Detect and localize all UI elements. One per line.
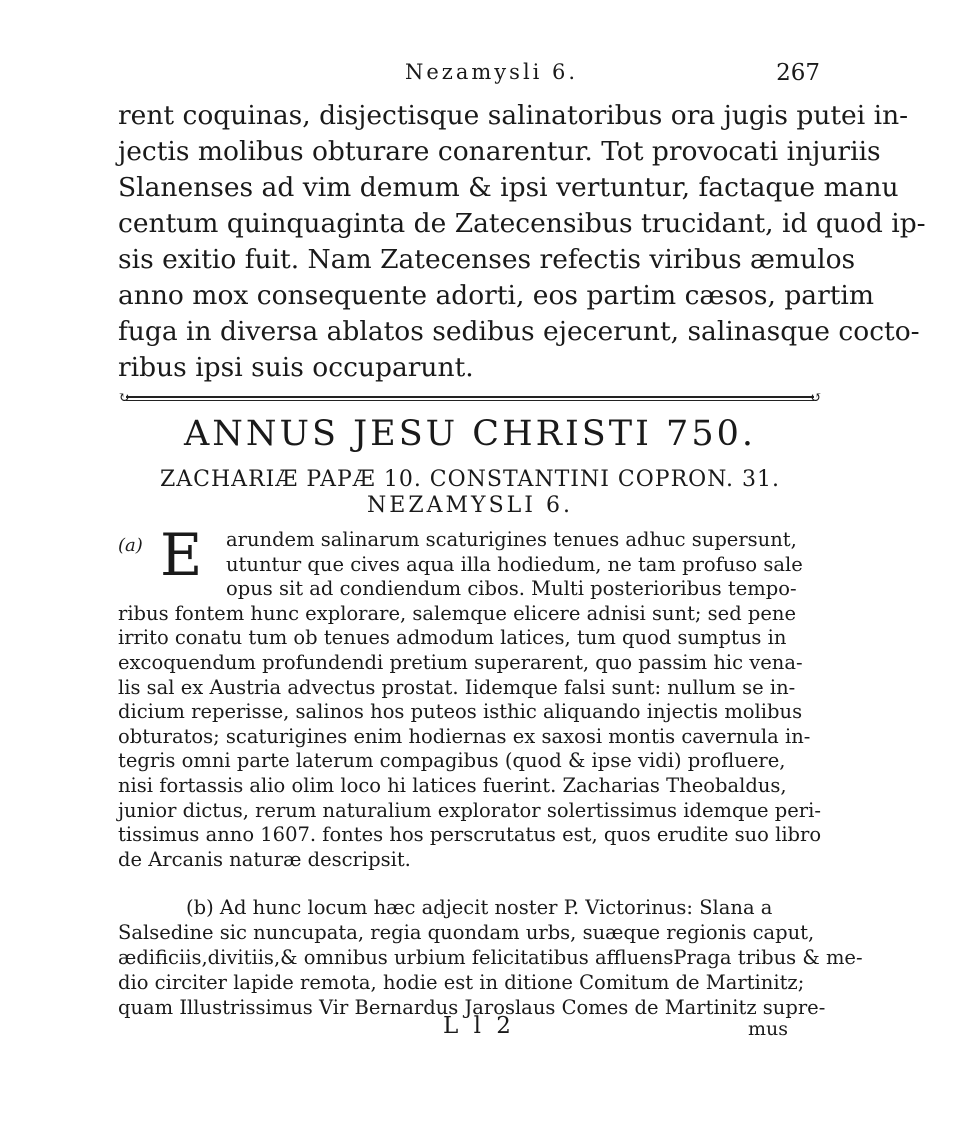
footnote-marker: (a) [118,535,143,556]
text-line: (b) Ad hunc locum hæc adjecit noster P. Victorinus: Slana a [186,896,773,919]
text-line: ædificiis,divitiis,& omnibus urbium felicitatibus affluensPraga tribus & me- [118,946,863,969]
text-line: irrito conatu tum ob tenues admodum latices, tum quod sumptus in [118,626,787,650]
section-subtitle-ruler: NEZAMYSLI 6. [367,493,573,518]
drop-cap: E [160,521,203,589]
text-line: junior dictus, rerum naturalium explorator solertissimus idemque peri- [118,798,821,822]
text-line: tegris omni parte laterum compagibus (quod & ipse vidi) profluere, [118,749,786,773]
section-title: ANNUS JESU CHRISTI 750. [184,414,756,454]
text-line: obturatos; scaturigines enim hodiernas ex saxosi montis cavernula in- [118,724,811,748]
section-subtitle: ZACHARIÆ PAPÆ 10. CONSTANTINI COPRON. 31. [159,467,780,492]
text-line: Slanenses ad vim demum & ipsi vertuntur, factaque manu [118,172,899,203]
rule-end-ornament: ↺ [810,390,822,406]
text-line: dio circiter lapide remota, hodie est in ditione Comitum de Martinitz; [118,971,805,994]
text-line: arundem salinarum scaturigines tenues adhuc supersunt, [226,528,797,551]
text-line: utuntur que cives aqua illa hodiedum, ne tam profuso sale [226,552,803,576]
text-line: anno mox consequente adorti, eos partim cæsos, partim [118,280,875,311]
footnote-b [118,895,863,1020]
text-line: ribus ipsi suis occuparunt. [118,352,474,383]
rule-line-thin [126,400,814,401]
main-paragraph [118,98,926,386]
rule-line-thick [126,396,814,398]
footnote-a [118,521,822,872]
catchword: mus [748,1018,789,1040]
text-line: ribus fontem hunc explorare, salemque elicere adnisi sunt; sed pene [118,601,797,625]
text-line: dicium reperisse, salinos hos puteos isthic aliquando injectis molibus [118,700,803,724]
text-line: lis sal ex Austria advectus prostat. Iidemque falsi sunt: nullum se in- [118,675,796,699]
section-divider-rule [118,390,822,406]
running-head [120,60,820,94]
text-line: opus sit ad condiendum cibos. Multi posterioribus tempo- [226,577,797,601]
text-line: quam Illustrissimus Vir Bernardus Jaroslaus Comes de Martinitz supre- [118,996,826,1019]
text-line: sis exitio fuit. Nam Zatecenses refectis viribus æmulos [118,244,856,275]
printer-signature: L l 2 [443,1013,515,1039]
rule-end-ornament: ↻ [118,390,130,406]
text-line: de Arcanis naturæ descripsit. [118,847,411,871]
text-line: nisi fortassis alio olim loco hi latices fuerint. Zacharias Theobaldus, [118,773,787,797]
text-line: jectis molibus obturare conarentur. Tot provocati injuriis [118,136,881,167]
text-line: excoquendum profundendi pretium superarent, quo passim hic vena- [118,650,803,674]
text-line: centum quinquaginta de Zatecensibus trucidant, id quod ip- [118,208,926,239]
text-line: fuga in diversa ablatos sedibus ejecerunt, salinasque cocto- [118,316,920,347]
running-head-title: Nezamysli 6. [405,60,579,84]
page-number: 267 [776,60,820,86]
text-line: Salsedine sic nuncupata, regia quondam urbs, suæque regionis caput, [118,921,815,944]
text-line: rent coquinas, disjectisque salinatoribus ora jugis putei in- [118,100,909,131]
text-line: tissimus anno 1607. fontes hos perscrutatus est, quos erudite suo libro [118,823,822,847]
